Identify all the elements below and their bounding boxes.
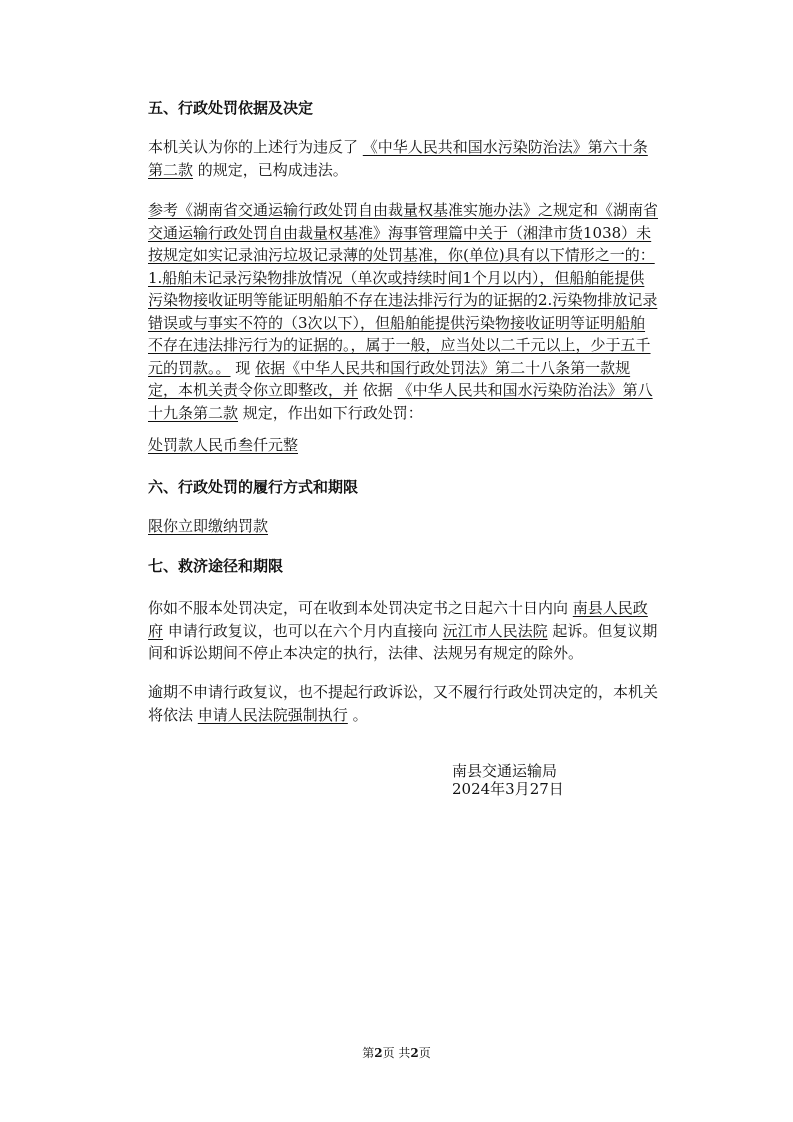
section5-p1-text: 本机关认为你的上述行为违反了 [148, 138, 359, 156]
rectification-order: 依据《中华人民共和国行政处罚法》第二十八条第一款规定，本机关责令你立即整改，并 [148, 358, 631, 399]
issuing-organization: 南县交通运输局 [452, 762, 558, 780]
section5-p2-according: 依据 [362, 381, 393, 399]
section7-paragraph2 [148, 681, 658, 726]
section7-p2-text: 逾期不申请行政复议，也不提起行政诉讼，又不履行行政处罚决定的，本机关将依法 [148, 683, 659, 724]
enforcement-action: 申请人民法院强制执行 [197, 705, 348, 724]
footer-post: 页 [418, 1046, 431, 1060]
violated-law: 《中华人民共和国水污染防治法》第六十条第二款 [148, 138, 648, 179]
section5-p2-now: 现 [235, 358, 251, 377]
section7-p1-text: 你如不服本处罚决定，可在收到本处罚决定书之日起六十日内向 [148, 599, 569, 617]
court-name: 沅江市人民法院 [442, 621, 548, 640]
section7-p2-tail: 。 [352, 705, 368, 724]
payment-method [148, 515, 658, 538]
review-authority: 南县人民政府 [148, 599, 648, 640]
penalty-law: 《中华人民共和国水污染防治法》第八十九条第二款 [148, 381, 653, 422]
penalty-amount-text: 处罚款人民币叁仟元整 [148, 436, 299, 454]
section7-p1-mid: 申请行政复议，也可以在六个月内直接向 [167, 621, 438, 640]
section5-p1-tail: 的规定，已构成违法。 [197, 160, 348, 179]
penalty-basis: 参考《湖南省交通运输行政处罚自由裁量权基准实施办法》之规定和《湖南省交通运输行政处罚自由裁量权基准》海事管理篇中关于（湘津市货1038）未按规定如实记录油污垃圾记录薄的处罚基准，你(单位)具有以下情形之一的：1.船舶未记录污染物排放情况（单次或持续时间1个月以内），但船舶能提供污染物接收证明等能证明船舶不存在违法排污行为的证据的2.污染物排放记录错误或与事实不符的（3次以下），但船舶能提供污染物接收证明等证明船舶不存在违法排污行为的证据的。，属于一般，应当处以二千元以上，少于五千元的罚款。。 [148, 201, 659, 377]
section5-paragraph2 [148, 199, 658, 424]
page-footer [0, 1044, 793, 1061]
payment-method-text: 限你立即缴纳罚款 [148, 517, 269, 535]
footer-pre: 第 [362, 1046, 375, 1060]
issue-date: 2024年3月27日 [452, 780, 564, 798]
section6-heading: 六、行政处罚的履行方式和期限 [148, 478, 359, 496]
footer-mid: 页 共 [382, 1046, 411, 1060]
footer-total-pages: 2 [410, 1046, 419, 1060]
section7-heading: 七、救济途径和期限 [148, 557, 284, 575]
section5-paragraph1 [148, 136, 658, 181]
section5-p2-end: 规定，作出如下行政处罚： [242, 403, 423, 422]
penalty-amount [148, 434, 658, 457]
footer-page-number: 2 [374, 1046, 383, 1060]
section5-heading: 五、行政处罚依据及决定 [148, 99, 314, 117]
section7-paragraph1 [148, 597, 658, 665]
section7-p1-tail: 起诉。但复议期间和诉讼期间不停止本决定的执行，法律、法规另有规定的除外。 [148, 621, 658, 662]
